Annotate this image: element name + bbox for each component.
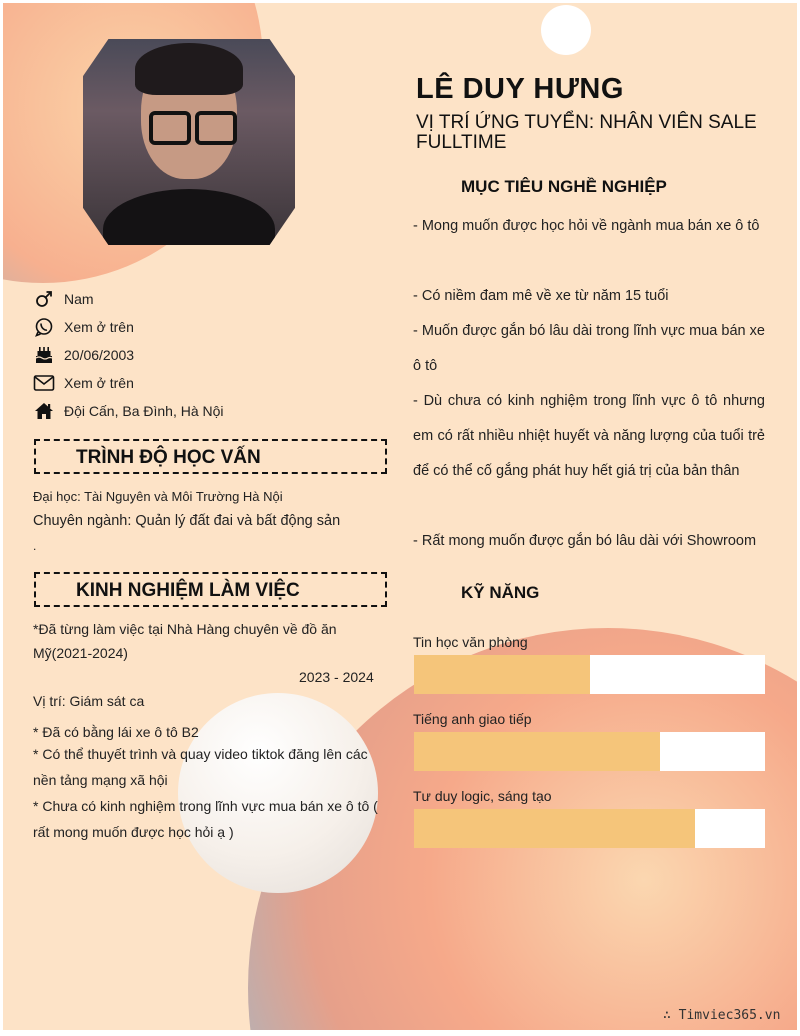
candidate-name: LÊ DUY HƯNG <box>416 73 624 105</box>
contact-gender <box>33 288 94 310</box>
skill-label: Tin học văn phòng <box>413 634 528 650</box>
decor-blob-white-top <box>541 5 591 55</box>
contact-phone <box>33 316 134 338</box>
objective-item: - Rất mong muốn được gắn bó lâu dài với Showroom <box>413 533 757 549</box>
experience-heading-box <box>34 572 387 607</box>
contact-phone-text: Xem ở trên <box>64 319 134 335</box>
skill-bar <box>414 809 765 848</box>
contact-birthday <box>33 344 134 366</box>
contact-gender-text: Nam <box>64 291 94 307</box>
skill-bar <box>414 732 765 771</box>
education-heading-box <box>34 439 387 474</box>
education-major: Chuyên ngành: Quản lý đất đai và bất động sản <box>33 513 341 529</box>
watermark: ∴ Timviec365.vn <box>663 1008 781 1023</box>
skills-heading: KỸ NĂNG <box>461 583 540 602</box>
objective-heading: MỤC TIÊU NGHỀ NGHIỆP <box>461 177 667 196</box>
experience-item: * Có thể thuyết trình và quay video tiktok đăng lên các nền tảng mạng xã hội <box>33 746 368 788</box>
skill-fill <box>414 732 660 771</box>
experience-intro: *Đã từng làm việc tại Nhà Hàng chuyên về đồ ăn Mỹ(2021-2024) <box>33 621 337 661</box>
experience-period: 2023 - 2024 <box>299 669 374 685</box>
cv-page <box>3 3 797 1030</box>
objective-item: - Dù chưa có kinh nghiệm trong lĩnh vực ô tô nhưng em có rất nhiều nhiệt huyết và năng lượng của tuổi trẻ để có thể cố gắng phát huy hết giá trị của bản thân <box>413 393 765 479</box>
contact-email <box>33 372 134 394</box>
contact-address-text: Đội Cấn, Ba Đình, Hà Nội <box>64 403 224 419</box>
skill-fill <box>414 655 590 694</box>
experience-item: * Chưa có kinh nghiệm trong lĩnh vực mua bán xe ô tô ( rất mong muốn được học hỏi ạ ) <box>33 798 378 840</box>
objective-item: - Mong muốn được học hỏi về ngành mua bán xe ô tô <box>413 218 760 234</box>
birthday-cake-icon <box>33 344 55 366</box>
experience-role: Vị trí: Giám sát ca <box>33 693 145 709</box>
skill-label: Tiếng anh giao tiếp <box>413 711 532 727</box>
education-dot: . <box>33 539 37 553</box>
gender-icon <box>33 288 55 310</box>
skill-bar <box>414 655 765 694</box>
education-school: Đại học: Tài Nguyên và Môi Trường Hà Nội <box>33 489 283 504</box>
skill-label: Tư duy logic, sáng tạo <box>413 788 552 804</box>
experience-heading: KINH NGHIỆM LÀM VIỆC <box>76 580 300 601</box>
email-icon <box>33 372 55 394</box>
whatsapp-icon <box>33 316 55 338</box>
objective-item: - Muốn được gắn bó lâu dài trong lĩnh vực mua bán xe ô tô <box>413 323 765 374</box>
skill-fill <box>414 809 695 848</box>
contact-address <box>33 400 224 422</box>
home-icon <box>33 400 55 422</box>
contact-email-text: Xem ở trên <box>64 375 134 391</box>
contact-birthday-text: 20/06/2003 <box>64 347 135 363</box>
objective-item: - Có niềm đam mê về xe từ năm 15 tuổi <box>413 288 669 304</box>
candidate-position: VỊ TRÍ ỨNG TUYỂN: NHÂN VIÊN SALE FULLTIME <box>416 112 757 153</box>
avatar <box>83 39 295 245</box>
experience-item: * Đã có bằng lái xe ô tô B2 <box>33 724 199 740</box>
education-heading: TRÌNH ĐỘ HỌC VẤN <box>76 447 261 468</box>
